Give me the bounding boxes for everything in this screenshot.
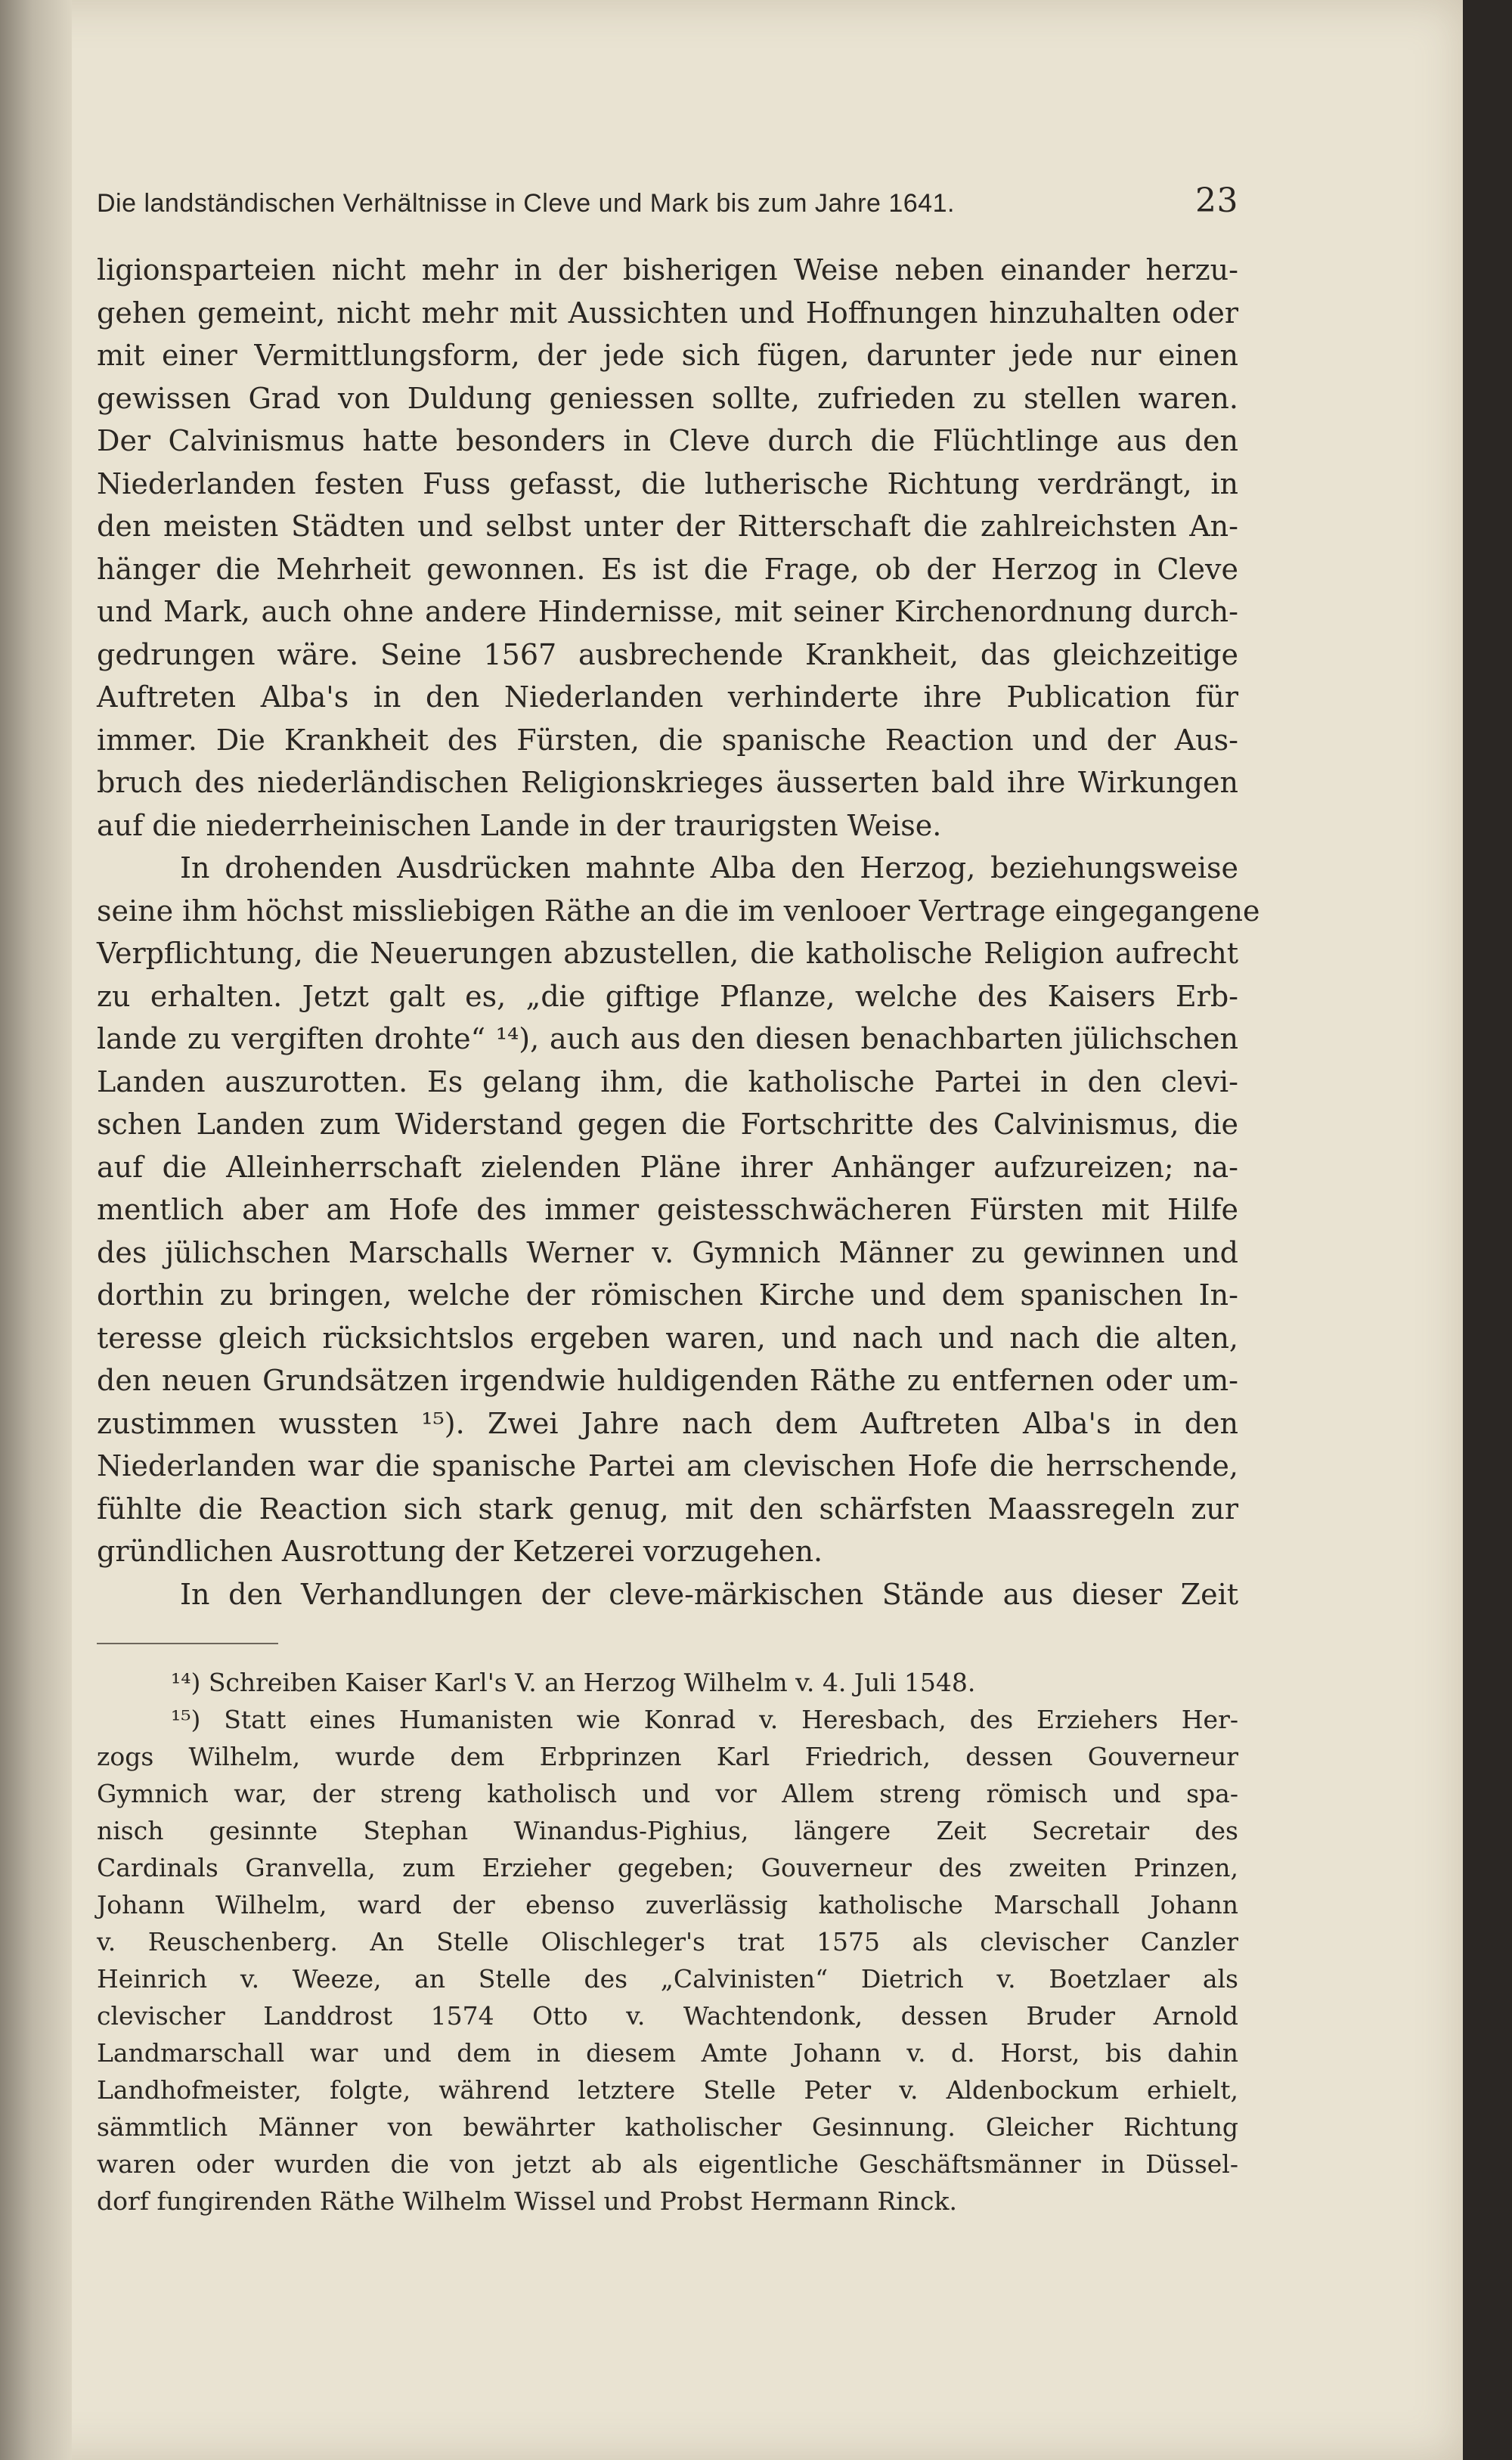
body-line: mit einer Vermittlungsform, der jede sich fügen, darunter jede nur einen [97, 339, 1238, 372]
body-line: Verpflichtung, die Neuerungen abzustellen, die katholische Religion aufrecht [97, 937, 1238, 970]
running-title: Die landständischen Verhältnisse in Cleve und Mark bis zum Jahre 1641. [97, 189, 955, 218]
footnote-line: Landmarschall war und dem in diesem Amte Johann v. d. Horst, bis dahin [97, 2038, 1238, 2068]
body-line: teresse gleich rücksichtslos ergeben waren, und nach und nach die alten, [97, 1321, 1238, 1355]
footnote-line: v. Reuschenberg. An Stelle Olischleger's trat 1575 als clevischer Canzler [97, 1927, 1238, 1957]
body-line: auf die niederrheinischen Lande in der traurigsten Weise. [97, 808, 942, 842]
footnote-rule [97, 1643, 278, 1644]
footnote-line: sämmtlich Männer von bewährter katholischer Gesinnung. Gleicher Richtung [97, 2112, 1238, 2142]
footnote-line: Cardinals Granvella, zum Erzieher gegeben; Gouverneur des zweiten Prinzen, [97, 1853, 1238, 1882]
body-line: Landen auszurotten. Es gelang ihm, die katholische Partei in den clevi- [97, 1064, 1238, 1098]
body-line: dorthin zu bringen, welche der römischen Kirche und dem spanischen In- [97, 1278, 1238, 1312]
body-line: den meisten Städten und selbst unter der Ritterschaft die zahlreichsten An- [97, 510, 1238, 543]
body-line: zustimmen wussten ¹⁵). Zwei Jahre nach dem Auftreten Alba's in den [97, 1406, 1238, 1440]
footnote-line: ¹⁵) Statt eines Humanisten wie Konrad v. Heresbach, des Erziehers Her- [171, 1705, 1238, 1734]
running-head [97, 181, 1238, 220]
body-line: des jülichschen Marschalls Werner v. Gymnich Männer zu gewinnen und [97, 1235, 1238, 1269]
footnote-line: nisch gesinnte Stephan Winandus-Pighius, längere Zeit Secretair des [97, 1816, 1238, 1845]
body-line: In drohenden Ausdrücken mahnte Alba den Herzog, beziehungsweise [180, 851, 1238, 885]
body-line: seine ihm höchst missliebigen Räthe an die im venlooer Vertrage eingegangene [97, 894, 1260, 928]
body-line: gewissen Grad von Duldung geniessen sollte, zufrieden zu stellen waren. [97, 381, 1238, 415]
body-line: Auftreten Alba's in den Niederlanden verhinderte ihre Publication für [97, 680, 1238, 714]
text-block [97, 181, 1260, 2220]
body-line: hänger die Mehrheit gewonnen. Es ist die Frage, ob der Herzog in Cleve [97, 552, 1238, 586]
body-line: zu erhalten. Jetzt galt es, „die giftige Pflanze, welche des Kaisers Erb- [97, 979, 1238, 1013]
body-line: immer. Die Krankheit des Fürsten, die spanische Reaction und der Aus- [97, 723, 1238, 757]
footnote-line: Heinrich v. Weeze, an Stelle des „Calvinisten“ Dietrich v. Boetzlaer als [97, 1964, 1238, 1994]
body-line: gehen gemeint, nicht mehr mit Aussichten und Hoffnungen hinzuhalten oder [97, 296, 1238, 330]
body-line: mentlich aber am Hofe des immer geistesschwächeren Fürsten mit Hilfe [97, 1193, 1238, 1226]
footnote-line: ¹⁴) Schreiben Kaiser Karl's V. an Herzog Wilhelm v. 4. Juli 1548. [171, 1668, 976, 1697]
footnotes [97, 1664, 1238, 2220]
footnote-line: zogs Wilhelm, wurde dem Erbprinzen Karl Friedrich, dessen Gouverneur [97, 1742, 1238, 1771]
footnote-line: Landhofmeister, folgte, während letztere Stelle Peter v. Aldenbockum erhielt, [97, 2075, 1238, 2105]
body-line: und Mark, auch ohne andere Hindernisse, mit seiner Kirchenordnung durch- [97, 595, 1238, 628]
body-line: schen Landen zum Widerstand gegen die Fortschritte des Calvinismus, die [97, 1108, 1238, 1141]
body-line: gründlichen Ausrottung der Ketzerei vorzugehen. [97, 1535, 823, 1568]
body-line: fühlte die Reaction sich stark genug, mit den schärfsten Maassregeln zur [97, 1492, 1238, 1526]
body-line: gedrungen wäre. Seine 1567 ausbrechende Krankheit, das gleichzeitige [97, 637, 1238, 671]
footnote-line: Gymnich war, der streng katholisch und vor Allem streng römisch und spa- [97, 1779, 1238, 1808]
body-line: auf die Alleinherrschaft zielenden Pläne ihrer Anhänger aufzureizen; na- [97, 1150, 1238, 1184]
body-line: In den Verhandlungen der cleve-märkischen Stände aus dieser Zeit [180, 1577, 1238, 1611]
footnote-line: dorf fungirenden Räthe Wilhelm Wissel und Probst Hermann Rinck. [97, 2186, 957, 2216]
page-number: 23 [1195, 181, 1238, 220]
footnote-line: clevischer Landdrost 1574 Otto v. Wachtendonk, dessen Bruder Arnold [97, 2001, 1238, 2031]
body-line: bruch des niederländischen Religionskrieges äusserten bald ihre Wirkungen [97, 766, 1238, 799]
body-line: Der Calvinismus hatte besonders in Cleve durch die Flüchtlinge aus den [97, 424, 1238, 457]
body-line: lande zu vergiften drohte“ ¹⁴), auch aus den diesen benachbarten jülichschen [97, 1022, 1238, 1055]
binding-gutter [0, 0, 72, 2460]
body-text [97, 249, 1260, 1616]
body-line: ligionsparteien nicht mehr in der bisherigen Weise neben einander herzu- [97, 253, 1238, 287]
body-line: den neuen Grundsätzen irgendwie huldigenden Räthe zu entfernen oder um- [97, 1364, 1238, 1397]
body-line: Niederlanden war die spanische Partei am clevischen Hofe die herrschende, [97, 1449, 1238, 1483]
footnote-line: Johann Wilhelm, ward der ebenso zuverlässig katholische Marschall Johann [97, 1890, 1238, 1919]
footnote-line: waren oder wurden die von jetzt ab als eigentliche Geschäftsmänner in Düssel- [97, 2149, 1238, 2179]
body-line: Niederlanden festen Fuss gefasst, die lutherische Richtung verdrängt, in [97, 466, 1238, 500]
